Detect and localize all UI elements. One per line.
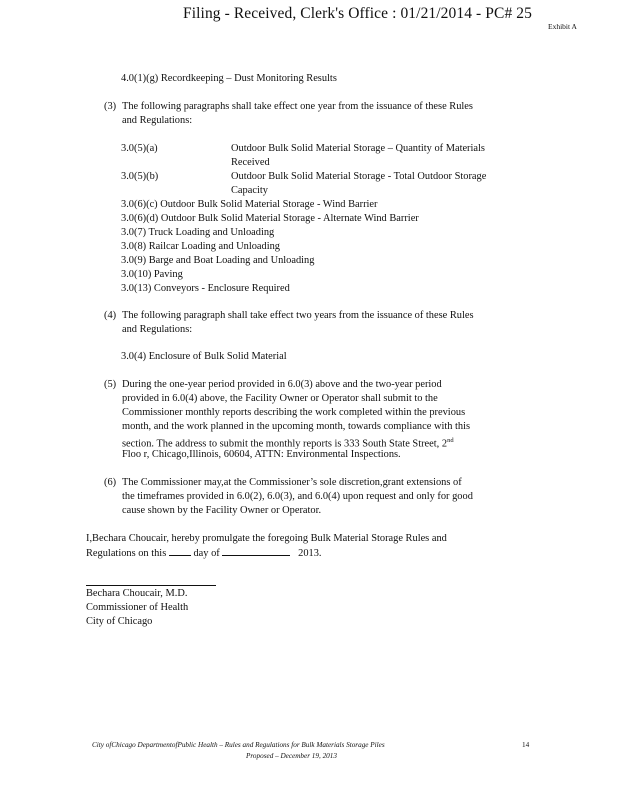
para5-last-line: Floo r, Chicago,Illinois, 60604, ATTN: Environmental Inspections. (122, 449, 401, 460)
para5-number: (5) (104, 379, 117, 390)
para3-item-desc-cont: Received (231, 157, 270, 168)
promulgation-text: Regulations on this (86, 548, 167, 559)
day-blank (169, 546, 191, 556)
para4-number: (4) (104, 310, 117, 321)
para3-item-code: 3.0(5)(b) (121, 171, 159, 182)
signatory-org: City of Chicago (86, 616, 153, 627)
section-4-0-1-g: 4.0(1)(g) Recordkeeping – Dust Monitoring Results (121, 73, 337, 84)
para3-list-item: 3.0(13) Conveyors - Enclosure Required (121, 283, 290, 294)
promulgation-text: day of (193, 548, 220, 559)
para5-line: During the one-year period provided in 6.0(3) above and the two-year period (122, 379, 442, 390)
footer-line2: Proposed – December 19, 2013 (246, 752, 337, 760)
para5-line: Commissioner monthly reports describing the work completed within the previous (122, 407, 466, 418)
para3-item-code: 3.0(5)(a) (121, 143, 158, 154)
para5-line: month, and the work planned in the upcoming month, towards compliance with this (122, 421, 471, 432)
para3-list-item: 3.0(9) Barge and Boat Loading and Unloading (121, 255, 315, 266)
para3-number: (3) (104, 101, 117, 112)
para3-item-desc-cont: Capacity (231, 185, 268, 196)
page-number: 14 (522, 741, 530, 749)
para3-line2: and Regulations: (122, 115, 193, 126)
para6-line: cause shown by the Facility Owner or Operator. (122, 505, 322, 516)
para6-line: the timeframes provided in 6.0(2), 6.0(3), and 6.0(4) upon request and only for good (122, 491, 473, 502)
ordinal-superscript: nd (447, 437, 454, 444)
promulgation-line1: I,Bechara Choucair, hereby promulgate the foregoing Bulk Material Storage Rules and (86, 533, 447, 544)
para3-item-desc: Outdoor Bulk Solid Material Storage - Total Outdoor Storage (231, 171, 487, 182)
para6-number: (6) (104, 477, 117, 488)
para5-line: provided in 6.0(4) above, the Facility Owner or Operator shall submit to the (122, 393, 438, 404)
para3-list-item: 3.0(7) Truck Loading and Unloading (121, 227, 275, 238)
para3-line1: The following paragraphs shall take effect one year from the issuance of these Rules (122, 101, 473, 112)
para3-item-desc: Outdoor Bulk Solid Material Storage – Quantity of Materials (231, 143, 485, 154)
para5-line-text: section. The address to submit the monthly reports is 333 South State Street, 2 (122, 438, 448, 450)
para4-line1: The following paragraph shall take effect two years from the issuance of these Rules (122, 310, 474, 321)
para4-item: 3.0(4) Enclosure of Bulk Solid Material (121, 351, 287, 362)
promulgation-year: 2013. (298, 548, 322, 559)
month-blank (222, 546, 290, 556)
signatory-name: Bechara Choucair, M.D. (86, 588, 188, 599)
signatory-title: Commissioner of Health (86, 602, 189, 613)
footer-line1: City ofChicago DepartmentofPublic Health – Rules and Regulations for Bulk Materials Storage Piles (92, 741, 385, 749)
para3-list-item: 3.0(8) Railcar Loading and Unloading (121, 241, 280, 252)
filing-stamp-header: Filing - Received, Clerk's Office : 01/21/2014 - PC# 25 (183, 5, 532, 22)
para3-list-item: 3.0(6)(d) Outdoor Bulk Solid Material Storage - Alternate Wind Barrier (121, 213, 419, 224)
para3-list-item: 3.0(10) Paving (121, 269, 183, 280)
signature-line (86, 585, 216, 586)
para6-line: The Commissioner may,at the Commissioner’s sole discretion,grant extensions of (122, 477, 462, 488)
exhibit-label: Exhibit A (548, 22, 577, 31)
para3-list-item: 3.0(6)(c) Outdoor Bulk Solid Material Storage - Wind Barrier (121, 199, 378, 210)
para4-line2: and Regulations: (122, 324, 193, 335)
promulgation-line2 (86, 546, 322, 561)
